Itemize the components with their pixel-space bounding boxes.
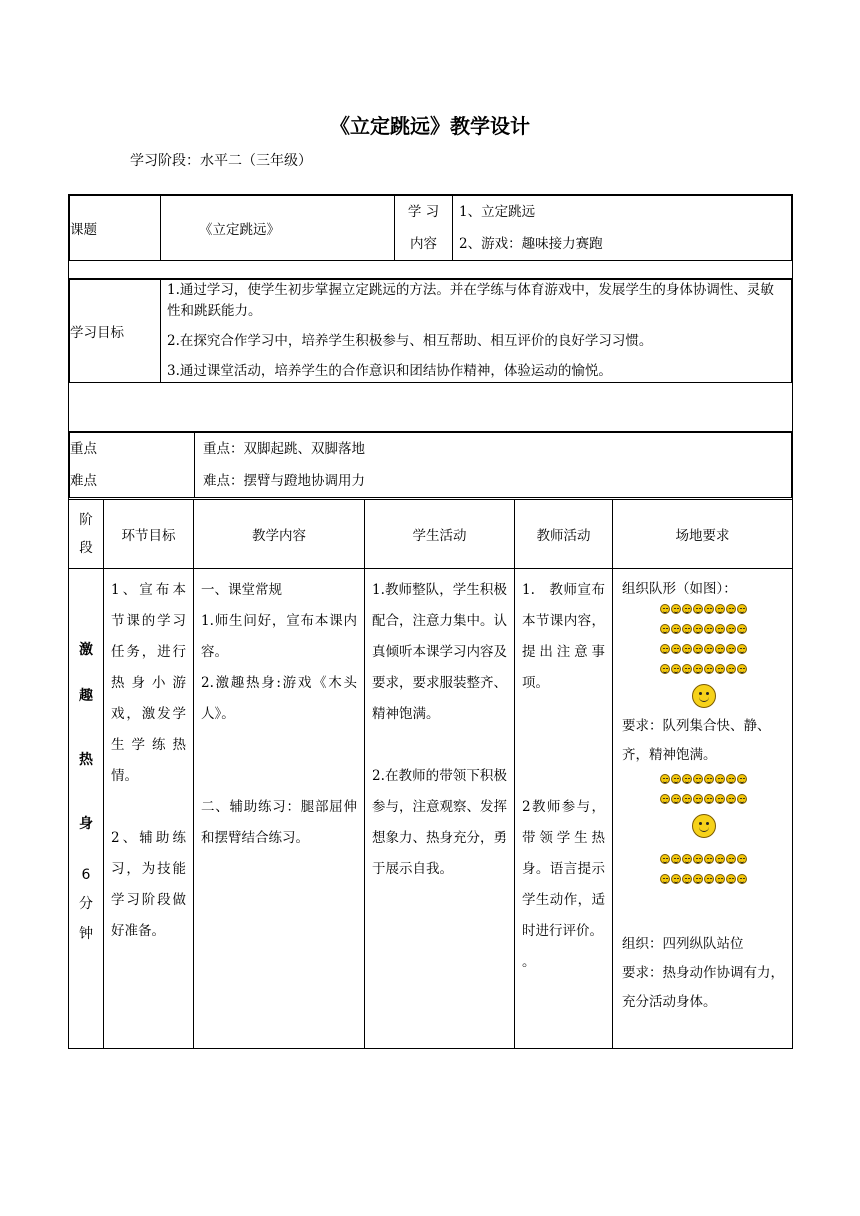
smiley-face-icon: [660, 874, 670, 884]
smiley-face-icon: [715, 774, 725, 784]
document-title: 《立定跳远》教学设计: [330, 114, 530, 138]
header-student: 学生活动: [365, 500, 515, 569]
smiley-face-icon: [660, 644, 670, 654]
formation-diagram-1: [622, 604, 785, 708]
smiley-face-icon: [704, 604, 714, 614]
smiley-face-icon: [737, 644, 747, 654]
smiley-face-icon: [737, 664, 747, 674]
smiley-face-icon: [737, 854, 747, 864]
phase-venue: 组织队形（如图）： 要求：队列集合快、静、齐，精神饱满。 组织：四列纵队站位 要求：热身动作协调有力，充分活动身体。: [613, 569, 793, 1049]
smiley-face-icon: [704, 644, 714, 654]
header-content: 教学内容: [194, 500, 365, 569]
smiley-face-icon: [671, 644, 681, 654]
smiley-face-icon: [671, 604, 681, 614]
smiley-face-icon: [726, 874, 736, 884]
smiley-face-icon: [715, 604, 725, 614]
smiley-face-icon: [682, 624, 692, 634]
smiley-face-icon: [682, 664, 692, 674]
header-teacher: 教师活动: [515, 500, 613, 569]
smiley-face-icon: [704, 854, 714, 864]
smiley-face-icon: [671, 664, 681, 674]
smiley-face-icon: [715, 794, 725, 804]
topic-label: 课题: [70, 196, 161, 261]
smiley-face-icon: [671, 874, 681, 884]
goals-label: 学习目标: [70, 280, 161, 383]
content-label: 学 习 内容: [395, 196, 453, 261]
smiley-face-icon: [671, 774, 681, 784]
smiley-face-icon: [704, 874, 714, 884]
smiley-face-icon: [704, 774, 714, 784]
smiley-face-icon: [726, 624, 736, 634]
smiley-face-icon: [682, 794, 692, 804]
smiley-face-icon: [704, 794, 714, 804]
goals-list: 1.通过学习，使学生初步掌握立定跳远的方法。并在学练与体育游戏中，发展学生的身体协调性、灵敏性和跳跃能力。 2.在探究合作学习中，培养学生积极参与、相互帮助、相互评价的良好学习习惯。 3.通过课堂活动，培养学生的合作意识和团结协作精神，体验运动的愉悦。: [161, 280, 792, 383]
smiley-face-icon: [737, 794, 747, 804]
smiley-face-icon: [660, 854, 670, 864]
phase-name: 激 趣 热 身 6 分 钟: [69, 569, 104, 1049]
header-stage: 阶 段: [69, 500, 104, 569]
smiley-face-icon: [715, 644, 725, 654]
smiley-face-icon: [671, 854, 681, 864]
header-venue: 场地要求: [613, 500, 793, 569]
teacher-smiley-icon: [692, 684, 716, 708]
smiley-face-icon: [693, 664, 703, 674]
smiley-face-icon: [671, 624, 681, 634]
smiley-face-icon: [693, 794, 703, 804]
teacher-smiley-icon: [692, 814, 716, 838]
learning-stage: 学习阶段：水平二（三年级）: [130, 153, 312, 169]
smiley-face-icon: [682, 854, 692, 864]
smiley-face-icon: [726, 854, 736, 864]
smiley-face-icon: [660, 624, 670, 634]
smiley-face-icon: [660, 604, 670, 614]
smiley-face-icon: [715, 854, 725, 864]
smiley-face-icon: [737, 624, 747, 634]
smiley-face-icon: [726, 644, 736, 654]
keypoints-label: 重点 难点: [70, 433, 195, 498]
content-list: 1、立定跳远 2、游戏：趣味接力赛跑: [453, 196, 792, 261]
smiley-face-icon: [682, 774, 692, 784]
header-goal: 环节目标: [104, 500, 194, 569]
smiley-face-icon: [682, 604, 692, 614]
smiley-face-icon: [693, 624, 703, 634]
smiley-face-icon: [660, 794, 670, 804]
smiley-face-icon: [737, 874, 747, 884]
phase-content: 一、课堂常规 1.师生问好，宣布本课内容。 2.激趣热身:游戏《木头人》。 二、辅助练习：腿部屈伸和摆臂结合练习。: [194, 569, 365, 1049]
smiley-face-icon: [682, 874, 692, 884]
phase-student-activity: 1.教师整队，学生积极配合，注意力集中。认真倾听本课学习内容及要求，要求服装整齐、精神饱满。 2.在教师的带领下积极参与，注意观察、发挥想象力、热身充分，勇于展示自我。: [365, 569, 515, 1049]
smiley-face-icon: [726, 664, 736, 674]
smiley-face-icon: [671, 794, 681, 804]
smiley-face-icon: [704, 624, 714, 634]
phase-teacher-activity: 1. 教师宣布本节课内容，提出注意事项。 2教师参与，带领学生热身。语言提示学生动作，适时进行评价。 。: [515, 569, 613, 1049]
smiley-face-icon: [693, 644, 703, 654]
keypoints-values: 重点：双脚起跳、双脚落地 难点：摆臂与蹬地协调用力: [195, 433, 792, 498]
smiley-face-icon: [704, 664, 714, 674]
smiley-face-icon: [660, 664, 670, 674]
smiley-face-icon: [693, 854, 703, 864]
formation-diagram-2: [622, 774, 785, 884]
smiley-face-icon: [737, 774, 747, 784]
smiley-face-icon: [693, 604, 703, 614]
smiley-face-icon: [682, 644, 692, 654]
topic-value: 《立定跳远》: [161, 196, 395, 261]
smiley-face-icon: [693, 774, 703, 784]
smiley-face-icon: [660, 774, 670, 784]
smiley-face-icon: [726, 794, 736, 804]
smiley-face-icon: [715, 624, 725, 634]
smiley-face-icon: [715, 664, 725, 674]
lesson-plan-table: [68, 194, 793, 1049]
smiley-face-icon: [715, 874, 725, 884]
phase-goals: 1、宣布本节课的学习任务，进行热身小游戏，激发学生学练热情。 2、辅助练习，为技能学习阶段做好准备。: [104, 569, 194, 1049]
smiley-face-icon: [726, 774, 736, 784]
smiley-face-icon: [726, 604, 736, 614]
smiley-face-icon: [693, 874, 703, 884]
smiley-face-icon: [737, 604, 747, 614]
